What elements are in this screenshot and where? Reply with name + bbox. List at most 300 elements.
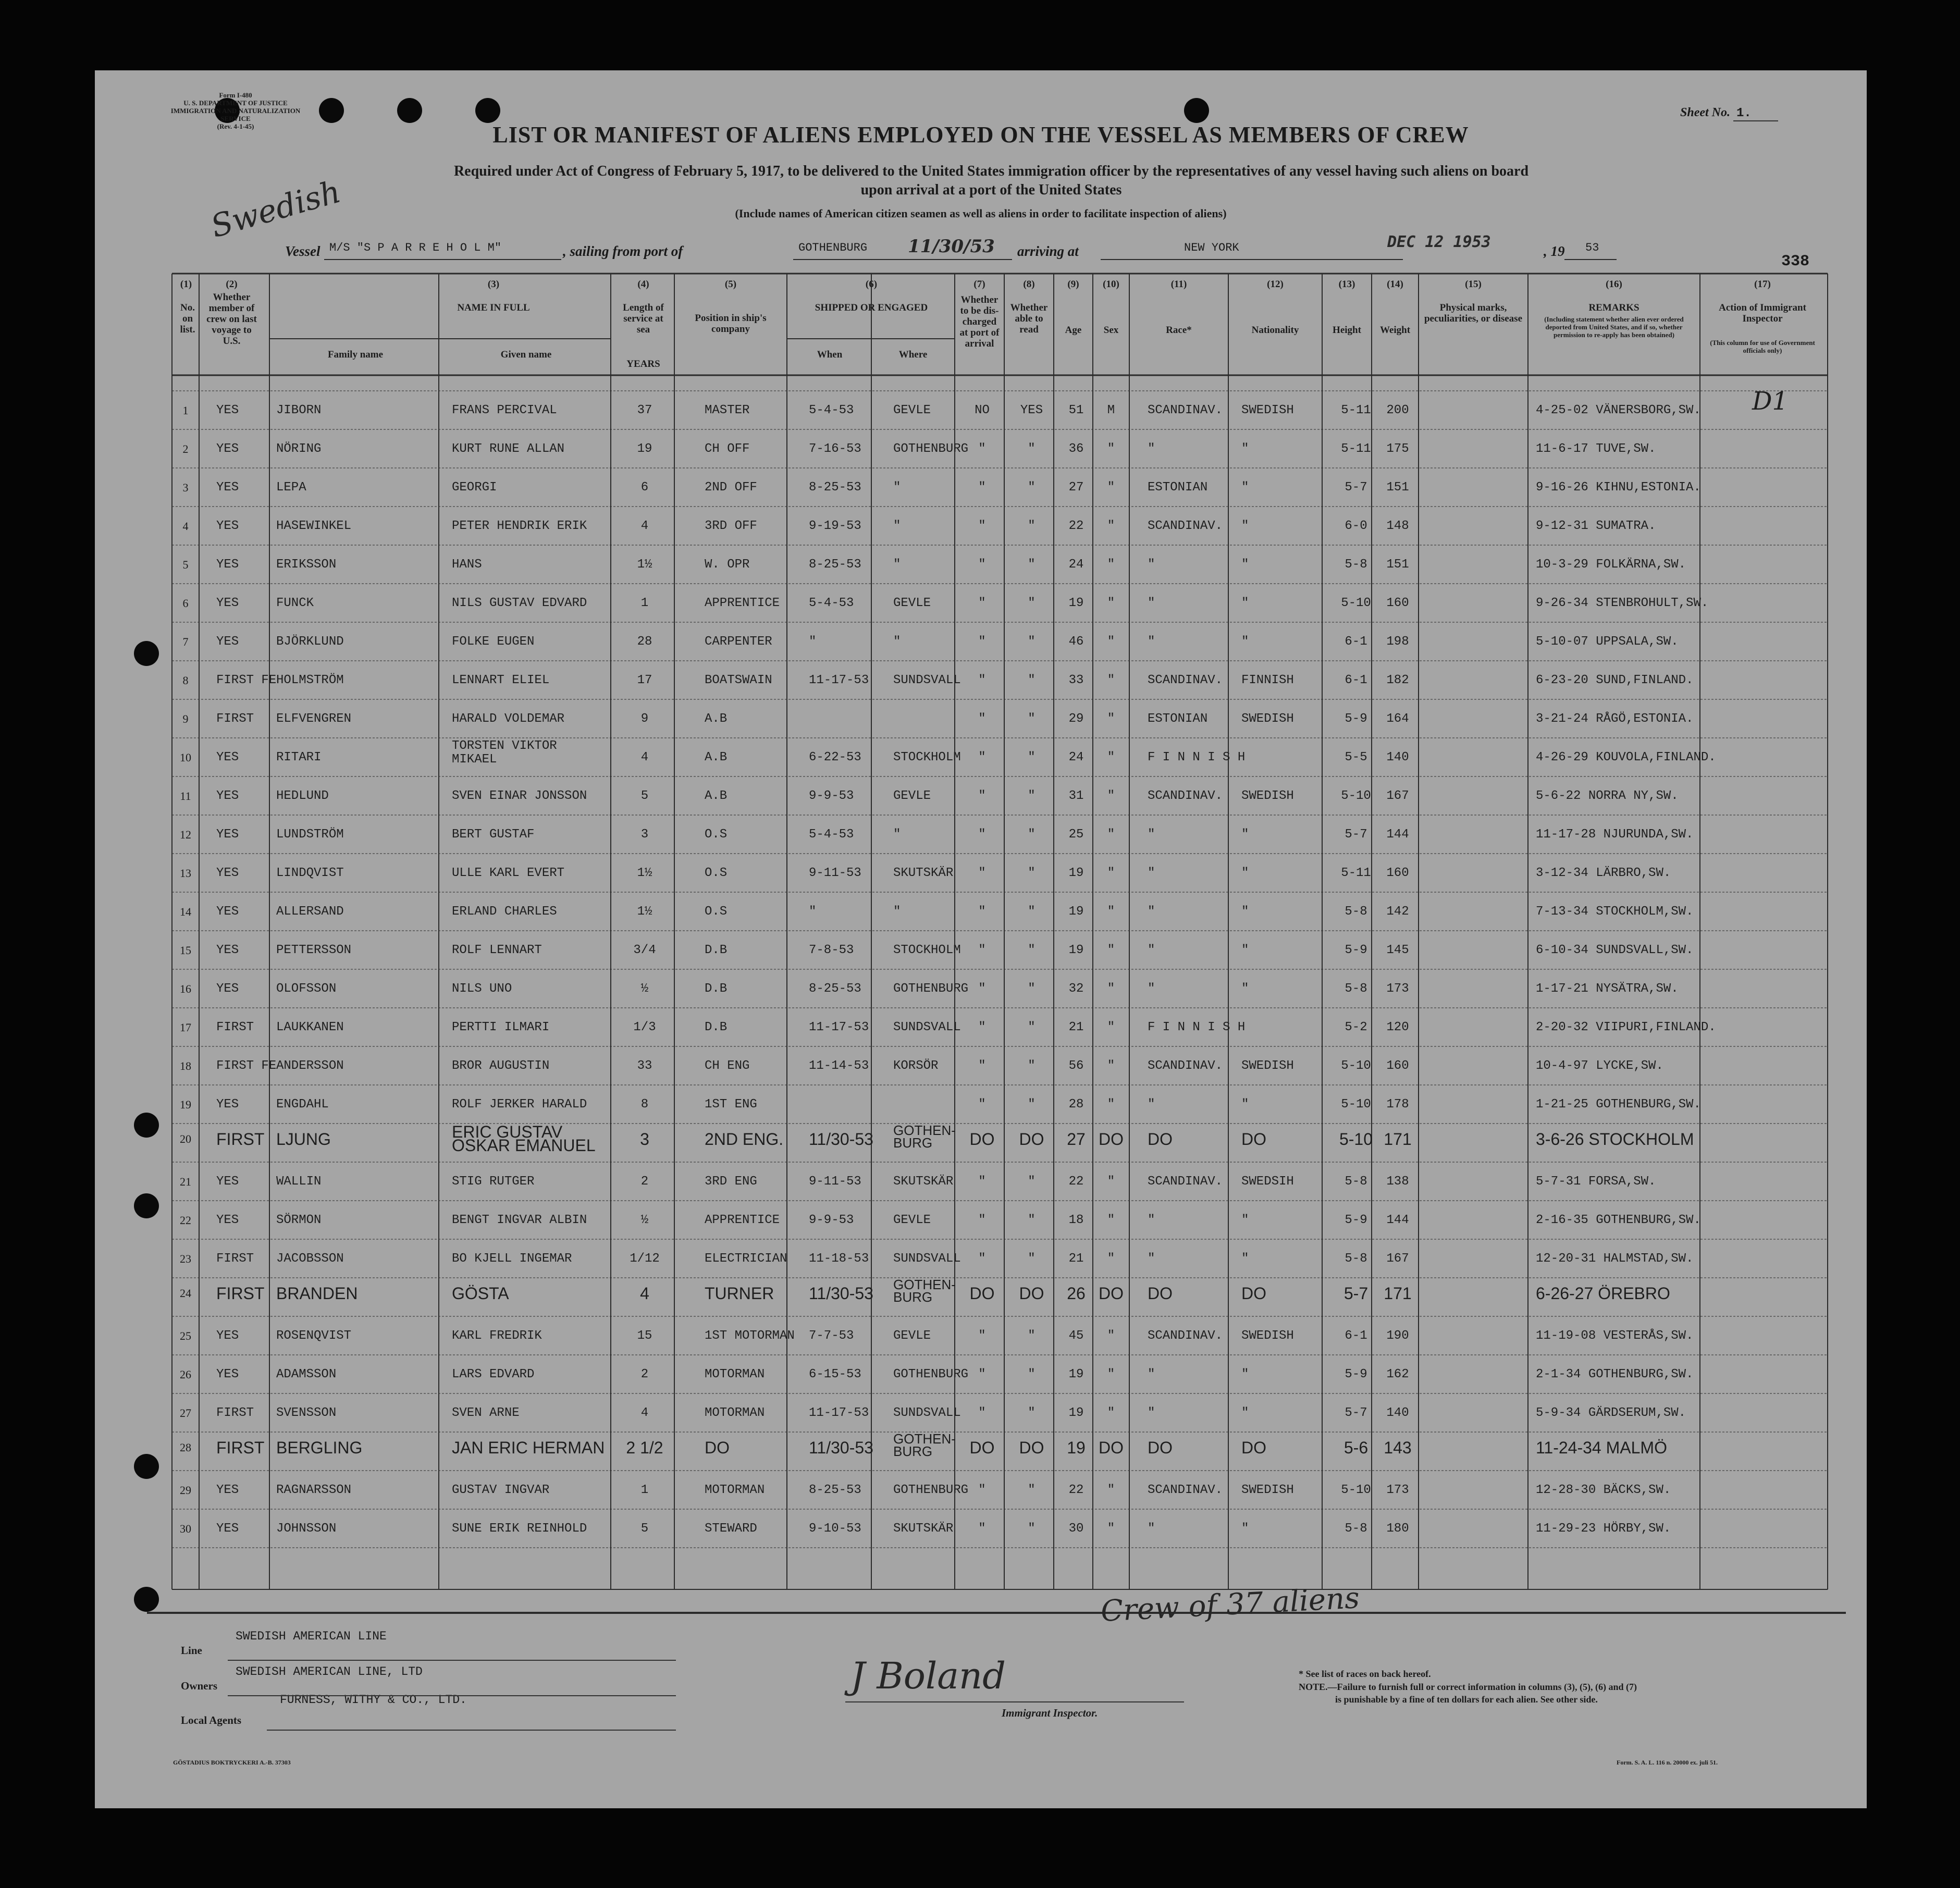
row-25-nat: SWEDISH — [1241, 1329, 1294, 1343]
row-15-read: " — [1028, 943, 1036, 957]
col13-label: Height — [1333, 325, 1361, 336]
row-17-no: 17 — [180, 1021, 191, 1034]
col7-num: (7) — [973, 279, 985, 290]
row-21-nat: SWEDSIH — [1241, 1175, 1294, 1189]
port-to: NEW YORK — [1184, 241, 1239, 254]
row-5-wt: 151 — [1386, 558, 1409, 572]
row-5-ht: 5-8 — [1345, 558, 1367, 572]
row-28-no: 28 — [180, 1441, 191, 1454]
owners-label: Owners — [181, 1680, 217, 1692]
col2-label: Whether member of crew on last voyage to U.S. — [206, 292, 257, 347]
row-22-svc: ½ — [640, 1213, 649, 1227]
row-13-ht: 5-11 — [1341, 866, 1371, 880]
row-8-no: 8 — [182, 674, 189, 687]
row-8-pos: BOATSWAIN — [705, 673, 772, 687]
row-14-last: YES — [216, 905, 239, 919]
inspector-label: Immigrant Inspector. — [1002, 1707, 1098, 1719]
row-16-disch: " — [978, 982, 986, 996]
row-20-disch: DO — [969, 1130, 995, 1149]
col5-label: Position in ship's company — [695, 313, 767, 335]
row-6-age: 19 — [1068, 596, 1084, 610]
row-6-sex: " — [1107, 596, 1115, 610]
col1-num: (1) — [180, 279, 192, 290]
row-26-read: " — [1028, 1367, 1036, 1381]
col15-num: (15) — [1465, 279, 1482, 290]
row-15-where: STOCKHOLM — [893, 943, 961, 957]
col14-label: Weight — [1379, 325, 1411, 336]
owners-value: SWEDISH AMERICAN LINE, LTD — [236, 1665, 423, 1679]
row-20-age: 27 — [1067, 1130, 1086, 1149]
row-23-family: JACOBSSON — [276, 1252, 344, 1266]
row-13-sex: " — [1107, 866, 1115, 880]
row-4-last: YES — [216, 519, 239, 533]
row-21-where: SKUTSKÄR — [893, 1175, 954, 1189]
row-18-svc: 33 — [637, 1059, 652, 1073]
row-2-family: NÖRING — [276, 442, 322, 456]
row-9-sex: " — [1107, 712, 1115, 726]
row-19-given: ROLF JERKER HARALD — [452, 1097, 587, 1112]
row-25-sex: " — [1107, 1329, 1115, 1343]
row-16-read: " — [1028, 982, 1036, 996]
row-1-family: JIBORN — [276, 403, 322, 417]
line-label: Line — [181, 1644, 202, 1657]
row-7-given: FOLKE EUGEN — [452, 635, 535, 649]
row-16-sex: " — [1107, 982, 1115, 996]
col4-label: Length of service at sea — [623, 302, 664, 335]
row-21-family: WALLIN — [276, 1175, 322, 1189]
row-3-age: 27 — [1068, 480, 1084, 495]
row-24-ht: 5-7 — [1343, 1284, 1369, 1303]
row-24-wt: 171 — [1384, 1284, 1412, 1303]
row-29-ht: 5-10 — [1341, 1483, 1371, 1497]
row-23-last: FIRST — [216, 1252, 254, 1266]
row-20-wt: 171 — [1384, 1130, 1412, 1149]
row-25-family: ROSENQVIST — [276, 1329, 352, 1343]
row-28-given: JAN ERIC HERMAN — [452, 1438, 605, 1457]
row-9-pos: A.B — [705, 712, 728, 726]
row-22-no: 22 — [180, 1214, 191, 1227]
row-14-svc: 1½ — [637, 905, 652, 919]
row-24-when: 11/30-53 — [809, 1284, 873, 1303]
row-23-given: BO KJELL INGEMAR — [452, 1252, 572, 1266]
row-4-sex: " — [1107, 519, 1115, 533]
row-15-rem: 6-10-34 SUNDSVALL,SW. — [1536, 943, 1694, 957]
row-4-age: 22 — [1068, 519, 1084, 533]
col8-label: Whether able to read — [1010, 302, 1048, 335]
agents-label: Local Agents — [181, 1714, 242, 1726]
row-9-family: ELFVENGREN — [276, 712, 352, 726]
row-12-read: " — [1028, 828, 1036, 842]
row-30-when: 9-10-53 — [809, 1522, 861, 1536]
row-6-read: " — [1028, 596, 1036, 610]
row-28-ht: 5-6 — [1343, 1438, 1369, 1457]
row-19-svc: 8 — [640, 1097, 649, 1112]
row-15-ht: 5-9 — [1345, 943, 1367, 957]
arrival-date-stamp: DEC 12 1953 — [1387, 233, 1491, 251]
row-24-nat: DO — [1241, 1284, 1266, 1303]
row-4-wt: 148 — [1386, 519, 1409, 533]
row-24-svc: 4 — [640, 1284, 649, 1303]
row-27-wt: 140 — [1386, 1406, 1409, 1420]
row-30-disch: " — [978, 1522, 986, 1536]
row-24-last: FIRST — [216, 1284, 265, 1303]
row-30-ht: 5-8 — [1345, 1522, 1367, 1536]
row-6-ht: 5-10 — [1341, 596, 1371, 610]
row-7-ht: 6-1 — [1345, 635, 1367, 649]
row-1-ht: 5-11 — [1341, 403, 1371, 417]
row-26-race: " — [1148, 1367, 1155, 1381]
row-25-svc: 15 — [637, 1329, 652, 1343]
row-5-rem: 10-3-29 FOLKÄRNA,SW. — [1536, 558, 1686, 572]
row-11-age: 31 — [1068, 789, 1084, 803]
row-6-where: GEVLE — [893, 596, 931, 610]
row-19-no: 19 — [180, 1098, 191, 1111]
row-10-rem: 4-26-29 KOUVOLA,FINLAND. — [1536, 750, 1716, 764]
col3-given: Given name — [500, 349, 552, 360]
row-1-disch: NO — [975, 403, 990, 417]
row-12-rem: 11-17-28 NJURUNDA,SW. — [1536, 828, 1694, 842]
row-25-read: " — [1028, 1329, 1036, 1343]
row-24-no: 24 — [180, 1287, 191, 1300]
row-14-age: 19 — [1068, 905, 1084, 919]
row-7-rem: 5-10-07 UPPSALA,SW. — [1536, 635, 1679, 649]
row-11-where: GEVLE — [893, 789, 931, 803]
row-1-nat: SWEDISH — [1241, 403, 1294, 417]
row-9-ht: 5-9 — [1345, 712, 1367, 726]
row-14-read: " — [1028, 905, 1036, 919]
vessel-name: M/S "S P A R R E H O L M" — [329, 241, 502, 254]
row-1-when: 5-4-53 — [809, 403, 854, 417]
row-12-svc: 3 — [640, 828, 649, 842]
row-1-read: YES — [1020, 403, 1043, 417]
row-27-when: 11-17-53 — [809, 1406, 869, 1420]
row-6-last: YES — [216, 596, 239, 610]
row-2-given: KURT RUNE ALLAN — [452, 442, 565, 456]
row-23-age: 21 — [1068, 1252, 1084, 1266]
col16-label: REMARKS — [1588, 302, 1640, 313]
row-21-race: SCANDINAV. — [1148, 1175, 1223, 1189]
row-5-when: 8-25-53 — [809, 558, 861, 572]
footnote-races: * See list of races on back hereof. — [1299, 1669, 1431, 1679]
row-29-where: GOTHENBURG — [893, 1483, 969, 1497]
row-7-race: " — [1148, 635, 1155, 649]
row-1-rem: 4-25-02 VÄNERSBORG,SW. — [1536, 403, 1701, 417]
row-10-svc: 4 — [640, 750, 649, 764]
row-10-pos: A.B — [705, 750, 728, 764]
row-28-disch: DO — [969, 1438, 995, 1457]
row-2-disch: " — [978, 442, 986, 456]
row-28-age: 19 — [1067, 1438, 1086, 1457]
row-24-family: BRANDEN — [276, 1284, 358, 1303]
row-13-given: ULLE KARL EVERT — [452, 866, 565, 880]
row-7-last: YES — [216, 635, 239, 649]
row-4-family: HASEWINKEL — [276, 519, 352, 533]
row-29-family: RAGNARSSON — [276, 1483, 352, 1497]
row-27-ht: 5-7 — [1345, 1406, 1367, 1420]
row-23-wt: 167 — [1386, 1252, 1409, 1266]
row-20-race: DO — [1148, 1130, 1173, 1149]
row-27-svc: 4 — [640, 1406, 649, 1420]
row-5-family: ERIKSSON — [276, 558, 337, 572]
row-10-ht: 5-5 — [1345, 750, 1367, 764]
row-20-ht: 5-10 — [1339, 1130, 1373, 1149]
row-17-age: 21 — [1068, 1020, 1084, 1034]
row-30-where: SKUTSKÄR — [893, 1522, 954, 1536]
row-28-race: DO — [1148, 1438, 1173, 1457]
row-10-given: TORSTEN VIKTOR MIKAEL — [452, 739, 557, 767]
row-25-given: KARL FREDRIK — [452, 1329, 542, 1343]
row-2-race: " — [1148, 442, 1155, 456]
row-4-ht: 6-0 — [1345, 519, 1367, 533]
row-16-age: 32 — [1068, 982, 1084, 996]
row-12-where: " — [893, 828, 901, 842]
row-4-svc: 4 — [640, 519, 649, 533]
col8-num: (8) — [1023, 279, 1035, 290]
col3-family: Family name — [327, 349, 384, 360]
row-1-race: SCANDINAV. — [1148, 403, 1223, 417]
row-4-no: 4 — [182, 520, 189, 533]
row-25-disch: " — [978, 1329, 986, 1343]
row-6-wt: 160 — [1386, 596, 1409, 610]
row-24-read: DO — [1019, 1284, 1044, 1303]
row-9-age: 29 — [1068, 712, 1084, 726]
row-11-svc: 5 — [640, 789, 649, 803]
row-6-nat: " — [1241, 596, 1249, 610]
col6-num: (6) — [865, 279, 878, 290]
row-9-last: FIRST — [216, 712, 254, 726]
row-9-rem: 3-21-24 RÅGÖ,ESTONIA. — [1536, 712, 1694, 726]
row-19-wt: 178 — [1386, 1097, 1409, 1112]
row-18-sex: " — [1107, 1059, 1115, 1073]
row-18-ht: 5-10 — [1341, 1059, 1371, 1073]
row-14-disch: " — [978, 905, 986, 919]
row-11-race: SCANDINAV. — [1148, 789, 1223, 803]
row-26-svc: 2 — [640, 1367, 649, 1381]
row-15-nat: " — [1241, 943, 1249, 957]
row-19-pos: 1ST ENG — [705, 1097, 757, 1112]
row-22-disch: " — [978, 1213, 986, 1227]
col12-num: (12) — [1267, 279, 1284, 290]
row-26-rem: 2-1-34 GOTHENBURG,SW. — [1536, 1367, 1694, 1381]
row-8-disch: " — [978, 673, 986, 687]
row-29-svc: 1 — [640, 1483, 649, 1497]
row-29-when: 8-25-53 — [809, 1483, 861, 1497]
row-20-sex: DO — [1099, 1130, 1124, 1149]
row-18-rem: 10-4-97 LYCKE,SW. — [1536, 1059, 1663, 1073]
footnote-penalty-1: NOTE.—Failure to furnish full or correct information in columns (3), (5), (6) and (7) — [1299, 1682, 1637, 1692]
row-16-no: 16 — [180, 982, 191, 995]
row-10-when: 6-22-53 — [809, 750, 861, 764]
row-16-where: GOTHENBURG — [893, 982, 969, 996]
row-24-where: GOTHEN-BURG — [893, 1277, 956, 1305]
col17-num: (17) — [1754, 279, 1771, 290]
row-3-family: LEPA — [276, 480, 306, 495]
row-26-given: LARS EDVARD — [452, 1367, 535, 1381]
row-3-read: " — [1028, 480, 1036, 495]
row-5-given: HANS — [452, 558, 482, 572]
row-10-sex: " — [1107, 750, 1115, 764]
row-26-where: GOTHENBURG — [893, 1367, 969, 1381]
row-18-race: SCANDINAV. — [1148, 1059, 1223, 1073]
row-28-family: BERGLING — [276, 1438, 363, 1457]
row-30-svc: 5 — [640, 1522, 649, 1536]
row-30-age: 30 — [1068, 1522, 1084, 1536]
row-16-last: YES — [216, 982, 239, 996]
row-21-when: 9-11-53 — [809, 1175, 861, 1189]
row-10-disch: " — [978, 750, 986, 764]
row-2-sex: " — [1107, 442, 1115, 456]
row-7-where: " — [893, 635, 901, 649]
row-25-where: GEVLE — [893, 1329, 931, 1343]
form-number: Form I-480 — [219, 91, 252, 99]
row-16-family: OLOFSSON — [276, 982, 337, 996]
row-23-disch: " — [978, 1252, 986, 1266]
row-8-race: SCANDINAV. — [1148, 673, 1223, 687]
row-3-nat: " — [1241, 480, 1249, 495]
subnote: (Include names of American citizen seamen as well as aliens in order to facilitate inspection of aliens) — [735, 207, 1227, 220]
row-25-no: 25 — [180, 1329, 191, 1342]
col7-label: Whether to be dis-charged at port of arrival — [959, 294, 1000, 349]
row-26-when: 6-15-53 — [809, 1367, 861, 1381]
row-30-no: 30 — [180, 1522, 191, 1535]
row-23-where: SUNDSVALL — [893, 1252, 961, 1266]
row-21-last: YES — [216, 1175, 239, 1189]
row-19-ht: 5-10 — [1341, 1097, 1371, 1112]
row-1-given: FRANS PERCIVAL — [452, 403, 557, 417]
row-1-where: GEVLE — [893, 403, 931, 417]
row-14-ht: 5-8 — [1345, 905, 1367, 919]
row-12-given: BERT GUSTAF — [452, 828, 535, 842]
row-9-read: " — [1028, 712, 1036, 726]
row-24-rem: 6-26-27 ÖREBRO — [1536, 1284, 1670, 1303]
row-14-no: 14 — [180, 905, 191, 918]
row-3-svc: 6 — [640, 480, 649, 495]
row-20-when: 11/30-53 — [809, 1130, 873, 1149]
revision: (Rev. 4-1-45) — [217, 122, 254, 130]
row-15-svc: 3/4 — [633, 943, 656, 957]
row-18-wt: 160 — [1386, 1059, 1409, 1073]
row-3-pos: 2ND OFF — [705, 480, 757, 495]
row-11-read: " — [1028, 789, 1036, 803]
row-22-where: GEVLE — [893, 1213, 931, 1227]
row-11-nat: SWEDISH — [1241, 789, 1294, 803]
col5-num: (5) — [724, 279, 737, 290]
row-29-race: SCANDINAV. — [1148, 1483, 1223, 1497]
row-20-where: GOTHEN-BURG — [893, 1122, 956, 1151]
row-4-when: 9-19-53 — [809, 519, 861, 533]
row-20-no: 20 — [180, 1132, 191, 1145]
row-28-last: FIRST — [216, 1438, 265, 1457]
row-16-ht: 5-8 — [1345, 982, 1367, 996]
row-26-disch: " — [978, 1367, 986, 1381]
row-15-pos: D.B — [705, 943, 728, 957]
col9-num: (9) — [1067, 279, 1079, 290]
row-28-pos: DO — [705, 1438, 730, 1457]
subtitle-line-1: Required under Act of Congress of February 5, 1917, to be delivered to the United States immigration officer by the representatives of any vessel having such aliens on board — [453, 163, 1529, 179]
row-7-disch: " — [978, 635, 986, 649]
row-1-no: 1 — [182, 404, 189, 417]
row-12-last: YES — [216, 828, 239, 842]
row-6-no: 6 — [182, 597, 189, 610]
row-1-pos: MASTER — [705, 403, 750, 417]
footnote-penalty-2: is punishable by a fine of ten dollars for each alien. See other side. — [1335, 1694, 1598, 1705]
row-17-disch: " — [978, 1020, 986, 1034]
row-21-no: 21 — [180, 1175, 191, 1188]
row-8-age: 33 — [1068, 673, 1084, 687]
row-22-age: 18 — [1068, 1213, 1084, 1227]
row-16-svc: ½ — [640, 982, 649, 996]
row-26-nat: " — [1241, 1367, 1249, 1381]
row-17-ht: 5-2 — [1345, 1020, 1367, 1034]
row-24-age: 26 — [1067, 1284, 1086, 1303]
row-21-rem: 5-7-31 FORSA,SW. — [1536, 1175, 1656, 1189]
row-1-svc: 37 — [637, 403, 652, 417]
row-28-wt: 143 — [1384, 1438, 1412, 1457]
row-8-read: " — [1028, 673, 1036, 687]
row-20-family: LJUNG — [276, 1130, 331, 1149]
row-11-given: SVEN EINAR JONSSON — [452, 789, 587, 803]
col11-num: (11) — [1170, 279, 1187, 290]
row-20-rem: 3-6-26 STOCKHOLM — [1536, 1130, 1694, 1149]
col16-num: (16) — [1606, 279, 1622, 290]
row-17-where: SUNDSVALL — [893, 1020, 961, 1034]
row-18-given: BROR AUGUSTIN — [452, 1059, 550, 1073]
row-15-last: YES — [216, 943, 239, 957]
row-13-when: 9-11-53 — [809, 866, 861, 880]
row-16-wt: 173 — [1386, 982, 1409, 996]
row-13-pos: O.S — [705, 866, 728, 880]
row-24-given: GÖSTA — [452, 1284, 509, 1303]
row-27-sex: " — [1107, 1406, 1115, 1420]
col12-label: Nationality — [1251, 325, 1299, 336]
row-18-when: 11-14-53 — [809, 1059, 869, 1073]
row-29-disch: " — [978, 1483, 986, 1497]
row-27-age: 19 — [1068, 1406, 1084, 1420]
row-21-pos: 3RD ENG — [705, 1175, 757, 1189]
row-7-family: BJÖRKLUND — [276, 635, 344, 649]
row-13-svc: 1½ — [637, 866, 652, 880]
col17-sublabel: (This column for use of Government officials only) — [1710, 339, 1815, 354]
row-15-when: 7-8-53 — [809, 943, 854, 957]
row-15-wt: 145 — [1386, 943, 1409, 957]
row-14-when: " — [809, 905, 817, 919]
row-10-race: F I N N I S H — [1148, 750, 1246, 764]
row-16-nat: " — [1241, 982, 1249, 996]
row-13-rem: 3-12-34 LÄRBRO,SW. — [1536, 866, 1671, 880]
row-8-wt: 182 — [1386, 673, 1409, 687]
row-6-given: NILS GUSTAV EDVARD — [452, 596, 587, 610]
row-26-pos: MOTORMAN — [705, 1367, 765, 1381]
row-1-age: 51 — [1068, 403, 1084, 417]
row-21-wt: 138 — [1386, 1175, 1409, 1189]
row-11-no: 11 — [180, 789, 191, 803]
row-8-sex: " — [1107, 673, 1115, 687]
row-22-pos: APPRENTICE — [705, 1213, 780, 1227]
row-29-rem: 12-28-30 BÄCKS,SW. — [1536, 1483, 1671, 1497]
row-18-where: KORSÖR — [893, 1059, 939, 1073]
row-8-nat: FINNISH — [1241, 673, 1294, 687]
row-17-rem: 2-20-32 VIIPURI,FINLAND. — [1536, 1020, 1716, 1034]
row-3-wt: 151 — [1386, 480, 1409, 495]
row-22-read: " — [1028, 1213, 1036, 1227]
row-9-wt: 164 — [1386, 712, 1409, 726]
row-22-wt: 144 — [1386, 1213, 1409, 1227]
row-12-pos: O.S — [705, 828, 728, 842]
row-7-wt: 198 — [1386, 635, 1409, 649]
row-3-ht: 5-7 — [1345, 480, 1367, 495]
row-13-family: LINDQVIST — [276, 866, 344, 880]
row-30-pos: STEWARD — [705, 1522, 757, 1536]
